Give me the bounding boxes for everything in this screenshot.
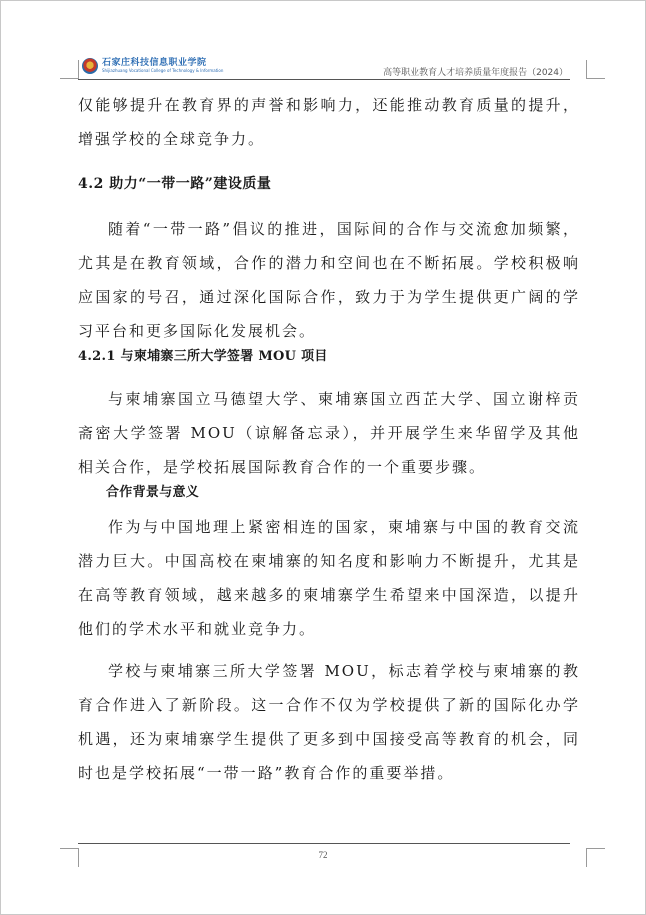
logo-text — [102, 59, 223, 73]
page-header — [78, 52, 570, 78]
report-title: 高等职业教育人才培养质量年度报告（2024） — [383, 68, 568, 78]
crop-mark-top-right — [586, 60, 605, 79]
background-heading: 合作背景与意义 — [106, 485, 200, 500]
subsection-heading: 4.2.1 与柬埔寨三所大学签署 MOU 项目 — [78, 349, 328, 364]
crop-mark-top-left — [60, 60, 79, 79]
school-seal-icon — [82, 58, 98, 74]
section-paragraph: 随着“一带一路”倡议的推进，国际间的合作与交流愈加频繁，尤其是在教育领域，合作的潜力和空间也在不断拓展。学校积极响应国家的号召，通过深化国际合作，致力于为学生提供更广阔的学习平台和更多国际化发展机会。 — [78, 220, 580, 340]
section-heading: 4.2 助力“一带一路”建设质量 — [78, 176, 272, 192]
header-rule — [78, 79, 570, 80]
page-number: 72 — [318, 850, 328, 860]
logo-chinese-name: 石家庄科技信息职业学院 — [102, 58, 207, 68]
background-paragraph-1: 作为与中国地理上紧密相连的国家，柬埔寨与中国的教育交流潜力巨大。中国高校在柬埔寨的知名度和影响力不断提升，尤其是在高等教育领域，越来越多的柬埔寨学生希望来中国深造，以提升他们的学术水平和就业竞争力。 — [78, 518, 580, 638]
school-logo — [82, 56, 224, 76]
logo-english-name: Shijiazhuang Vocational College of Technology & Information — [102, 68, 224, 73]
intro-paragraph: 仅能够提升在教育界的声誉和影响力，还能推动教育质量的提升，增强学校的全球竞争力。 — [78, 96, 580, 148]
subsection-paragraph: 与柬埔寨国立马德望大学、柬埔寨国立西芷大学、国立谢梓贡斋密大学签署 MOU（谅解备忘录），并开展学生来华留学及其他相关合作，是学校拓展国际教育合作的一个重要步骤。 — [78, 390, 580, 476]
footer-rule — [78, 843, 570, 844]
background-paragraph-2: 学校与柬埔寨三所大学签署 MOU，标志着学校与柬埔寨的教育合作进入了新阶段。这一合作不仅为学校提供了新的国际化办学机遇，还为柬埔寨学生提供了更多到中国接受高等教育的机会，同时也是学校拓展“一带一路”教育合作的重要举措。 — [78, 662, 580, 782]
page-body — [78, 88, 580, 790]
